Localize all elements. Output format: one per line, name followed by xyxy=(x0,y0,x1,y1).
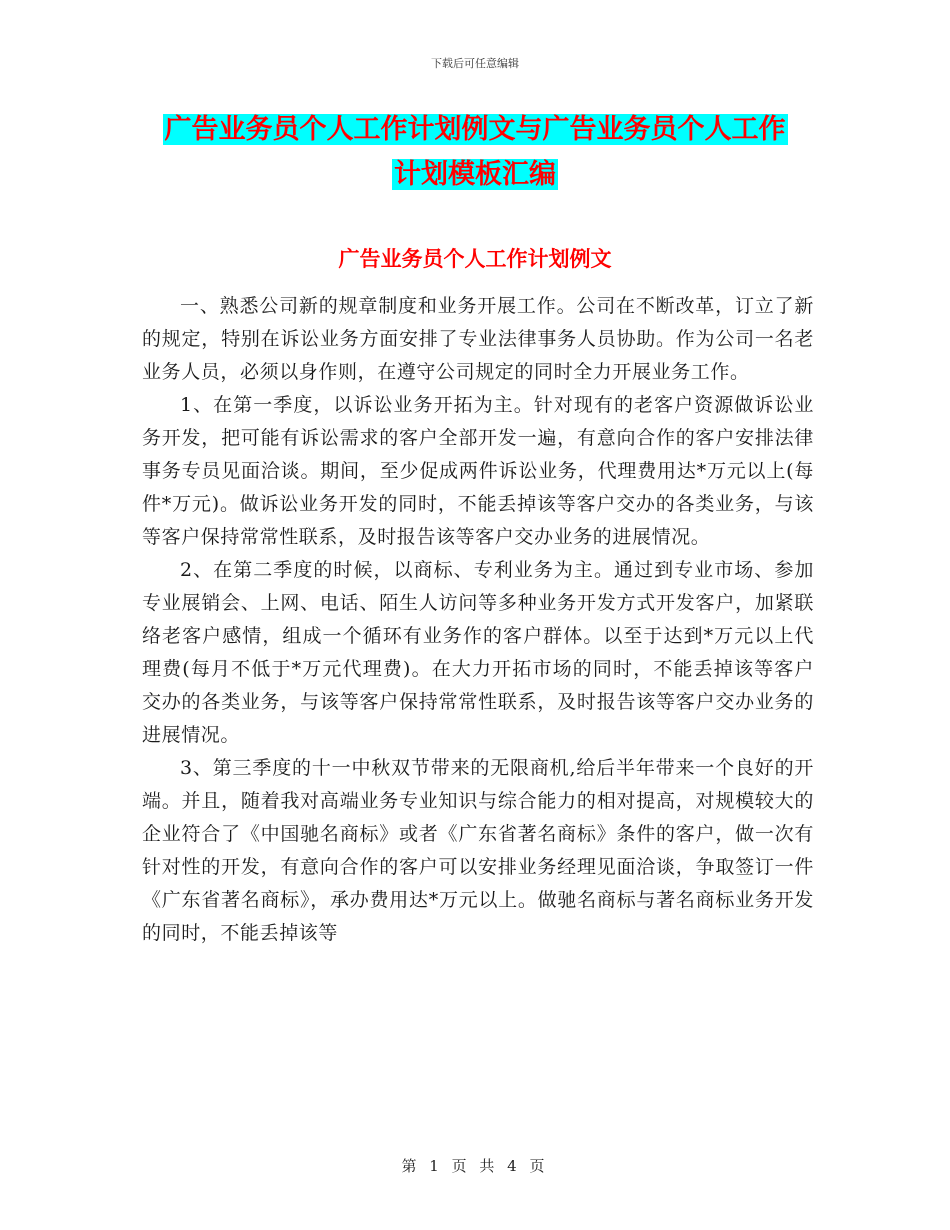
paragraph-4: 3、第三季度的十一中秋双节带来的无限商机,给后半年带来一个良好的开端。并且，随着我对高端业务专业知识与综合能力的相对提高，对规模较大的企业符合了《中国驰名商标》或者《广东省著名商标》条件的客户，做一次有针对性的开发，有意向合作的客户可以安排业务经理见面洽谈，争取签订一件《广东省著名商标》，承办费用达*万元以上。做驰名商标与著名商标业务开发的同时，不能丢掉该等 xyxy=(142,757,814,944)
document-title-line-1 xyxy=(0,110,950,150)
document-body xyxy=(142,290,814,950)
page-header-note: 下载后可任意编辑 xyxy=(431,57,519,70)
paragraph-2: 1、在第一季度，以诉讼业务开拓为主。针对现有的老客户资源做诉讼业务开发，把可能有诉讼需求的客户全部开发一遍，有意向合作的客户安排法律事务专员见面洽谈。期间，至少促成两件诉讼业务，代理费用达*万元以上(每件*万元)。做诉讼业务开发的同时，不能丢掉该等客户交办的各类业务，与该等客户保持常常性联系，及时报告该等客户交办业务的进展情况。 xyxy=(142,394,814,548)
page-number-footer: 第 1 页 共 4 页 xyxy=(401,1157,549,1175)
document-title-line-1-text: 广告业务员个人工作计划例文与广告业务员个人工作 xyxy=(164,114,786,145)
paragraph-1: 一、熟悉公司新的规章制度和业务开展工作。公司在不断改革，订立了新的规定，特别在诉讼业务方面安排了专业法律事务人员协助。作为公司一名老业务人员，必须以身作则，在遵守公司规定的同时全力开展业务工作。 xyxy=(142,295,814,383)
document-title-line-2 xyxy=(0,155,950,195)
document-title-line-2-text: 计划模板汇编 xyxy=(394,159,556,190)
paragraph-3: 2、在第二季度的时候，以商标、专利业务为主。通过到专业市场、参加专业展销会、上网、电话、陌生人访问等多种业务开发方式开发客户，加紧联络老客户感情，组成一个循环有业务作的客户群体。以至于达到*万元以上代理费(每月不低于*万元代理费)。在大力开拓市场的同时，不能丢掉该等客户交办的各类业务，与该等客户保持常常性联系，及时报告该等客户交办业务的进展情况。 xyxy=(142,559,814,746)
section-title: 广告业务员个人工作计划例文 xyxy=(338,247,612,271)
